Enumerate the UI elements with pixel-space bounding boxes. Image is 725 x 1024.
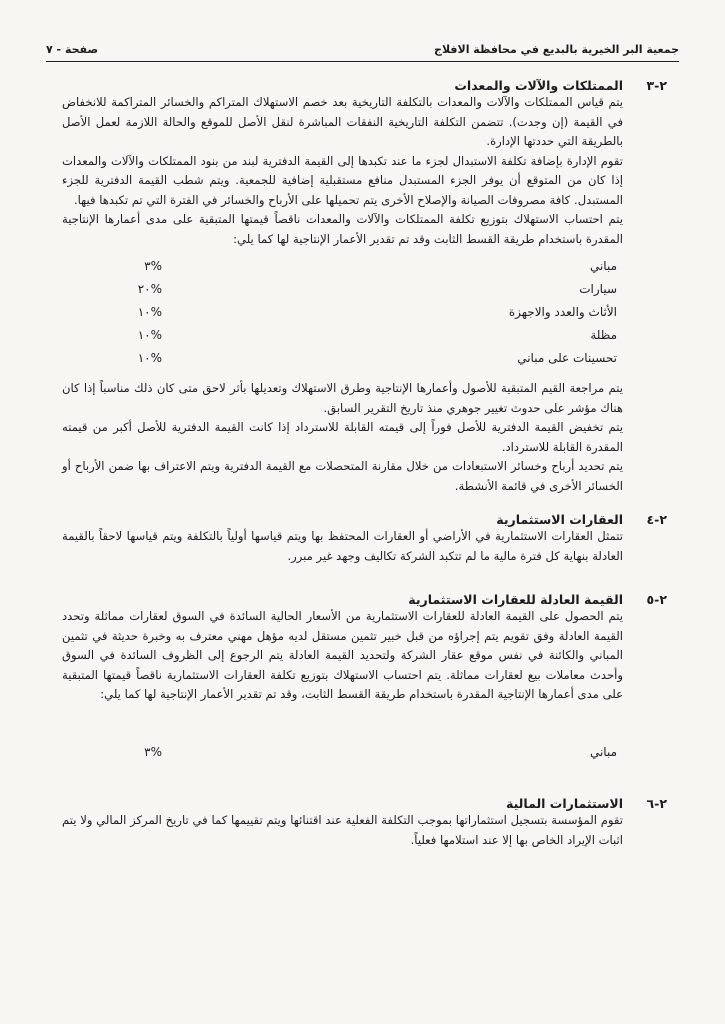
section-body <box>62 607 623 764</box>
asset-name: مباني <box>589 745 617 759</box>
asset-name: الأثاث والعدد والاجهزة <box>508 304 617 319</box>
section-body <box>62 93 623 496</box>
rate-value: %٣ <box>144 745 162 759</box>
section-property-plant-equipment <box>62 78 667 496</box>
depreciation-rates-list <box>62 741 623 764</box>
paragraph: يتم احتساب الاستهلاك بتوزيع تكلفة الممتلكات والآلات والمعدات ناقصاً قيمتها المتبقية على مدى أعمارها الإنتاجية المقدرة باستخدام طريقة القسط الثابت وقد تم تقدير الأعمار الإنتاجية لها كما يلي: <box>62 212 623 246</box>
rate-row <box>62 346 623 369</box>
page-number: صفحة - ٧ <box>46 42 99 56</box>
rate-row <box>62 300 623 323</box>
section-heading: العقارات الاستثمارية <box>496 512 623 527</box>
section-investment-property <box>62 512 667 566</box>
paragraph: يتم مراجعة القيم المتبقية للأصول وأعمارها الإنتاجية وطرق الاستهلاك وتعديلها بأثر لاحق متى كان ذلك مناسباً إذا كان هناك مؤشر على حدوث تغيير جوهري منذ تاريخ التقرير السابق. <box>62 381 623 415</box>
section-heading: القيمة العادلة للعقارات الاستثمارية <box>408 592 623 607</box>
section-number: ٢-٤ <box>646 512 667 527</box>
section-fair-value-investment-property <box>62 592 667 764</box>
paragraph: يتم تخفيض القيمة الدفترية للأصل فوراً إلى قيمته القابلة للاسترداد إذا كانت القيمة الدفترية للأصل أكبر من قيمته المقدرة القابلة للاسترداد. <box>62 420 623 454</box>
section-number: ٢-٦ <box>646 796 667 811</box>
paragraph: يتم الحصول على القيمة العادلة للعقارات الاستثمارية من الأسعار الحالية السائدة في السوق لعقارات مماثلة وتحدد القيمة العادلة وفق تقويم يتم إجراؤه من قبل خبير تثمين مستقل لديه مؤهل مهني معترف به وخبرة حديثة في تثمين المباني والكائنة في نفس موقع عقار الشركة ولتحديد القيمة العادلة يتم الرجوع إلى الظروف السائدة في السوق وأحدث معاملات بيع لعقارات مماثلة. يتم احتساب الاستهلاك بتوزيع تكلفة العقارات الاستثمارية ناقصاً قيمتها المتبقية على مدى أعمارها الإنتاجية المقدرة باستخدام طريقة القسط الثابت، وقد تم تقدير الأعمار الإنتاجية لها كما يلي: <box>62 609 623 701</box>
rate-row <box>62 323 623 346</box>
paragraph: تتمثل العقارات الاستثمارية في الأراضي أو العقارات المحتفظ بها ويتم قياسها أولياً بالتكلفة ويتم قياسها لاحقاً بالقيمة العادلة بنهاية كل فترة مالية ما لم تتكبد الشركة تكاليف وجهد غير مبرر. <box>62 529 623 563</box>
section-financial-investments <box>62 796 667 850</box>
page-header <box>46 38 679 60</box>
paragraph: تقوم المؤسسة بتسجيل استثماراتها بموجب التكلفة الفعلية عند اقتنائها ويتم تقييمها كما في تاريخ المركز المالي ولا يتم اثبات الإيراد الخاص بها إلا عند استلامها فعلياً. <box>62 813 623 847</box>
header-divider <box>46 61 679 62</box>
paragraph: يتم تحديد أرباح وخسائر الاستبعادات من خلال مقارنة المتحصلات مع القيمة الدفترية ويتم الاعتراف بها ضمن الأرباح أو الخسائر الأخرى في قائمة الأنشطة. <box>62 459 623 493</box>
paragraph: تقوم الإدارة بإضافة تكلفة الاستبدال لجزء ما عند تكبدها إلى القيمة الدفترية لبند من بنود الممتلكات والآلات والمعدات إذا كان من المتوقع أن يوفر الجزء المستبدل منافع مستقبلية إضافية للجمعية. ويتم شطب القيمة الدفترية للجزء المستبدل. كافة مصروفات الصيانة والإصلاح الأخرى يتم تحميلها على الأرباح والخسائر في الفترة التي تم تكبدها فيها. <box>62 153 623 207</box>
depreciation-rates-list <box>62 254 623 369</box>
rate-value: %١٠ <box>137 327 162 342</box>
rate-row <box>62 254 623 277</box>
section-body <box>62 811 623 850</box>
rate-value: %٣ <box>144 258 162 273</box>
asset-name: مباني <box>589 258 617 273</box>
asset-name: تحسينات على مباني <box>517 350 617 365</box>
section-body <box>62 527 623 566</box>
header-title: جمعية البر الخيرية بالبديع في محافظة الافلاج <box>434 42 679 56</box>
section-heading: الاستثمارات المالية <box>506 796 623 811</box>
rate-value: %١٠ <box>137 350 162 365</box>
asset-name: سيارات <box>579 281 617 296</box>
section-number: ٢-٣ <box>646 78 667 93</box>
paragraph: يتم قياس الممتلكات والآلات والمعدات بالتكلفة التاريخية بعد خصم الاستهلاك المتراكم والخسائر المتراكمة للانخفاض في القيمة (إن وجدت). تتضمن التكلفة التاريخية النفقات المباشرة لنقل الأصل للموقع والحالة اللازمة لعمل الأصل بالطريقة التي حددتها الإدارة. <box>62 95 623 148</box>
rate-value: %٢٠ <box>137 281 162 296</box>
rate-row <box>62 277 623 300</box>
section-heading: الممتلكات والآلات والمعدات <box>454 78 623 93</box>
rate-row <box>62 741 623 764</box>
asset-name: مظلة <box>590 327 617 342</box>
section-number: ٢-٥ <box>646 592 667 607</box>
rate-value: %١٠ <box>137 304 162 319</box>
